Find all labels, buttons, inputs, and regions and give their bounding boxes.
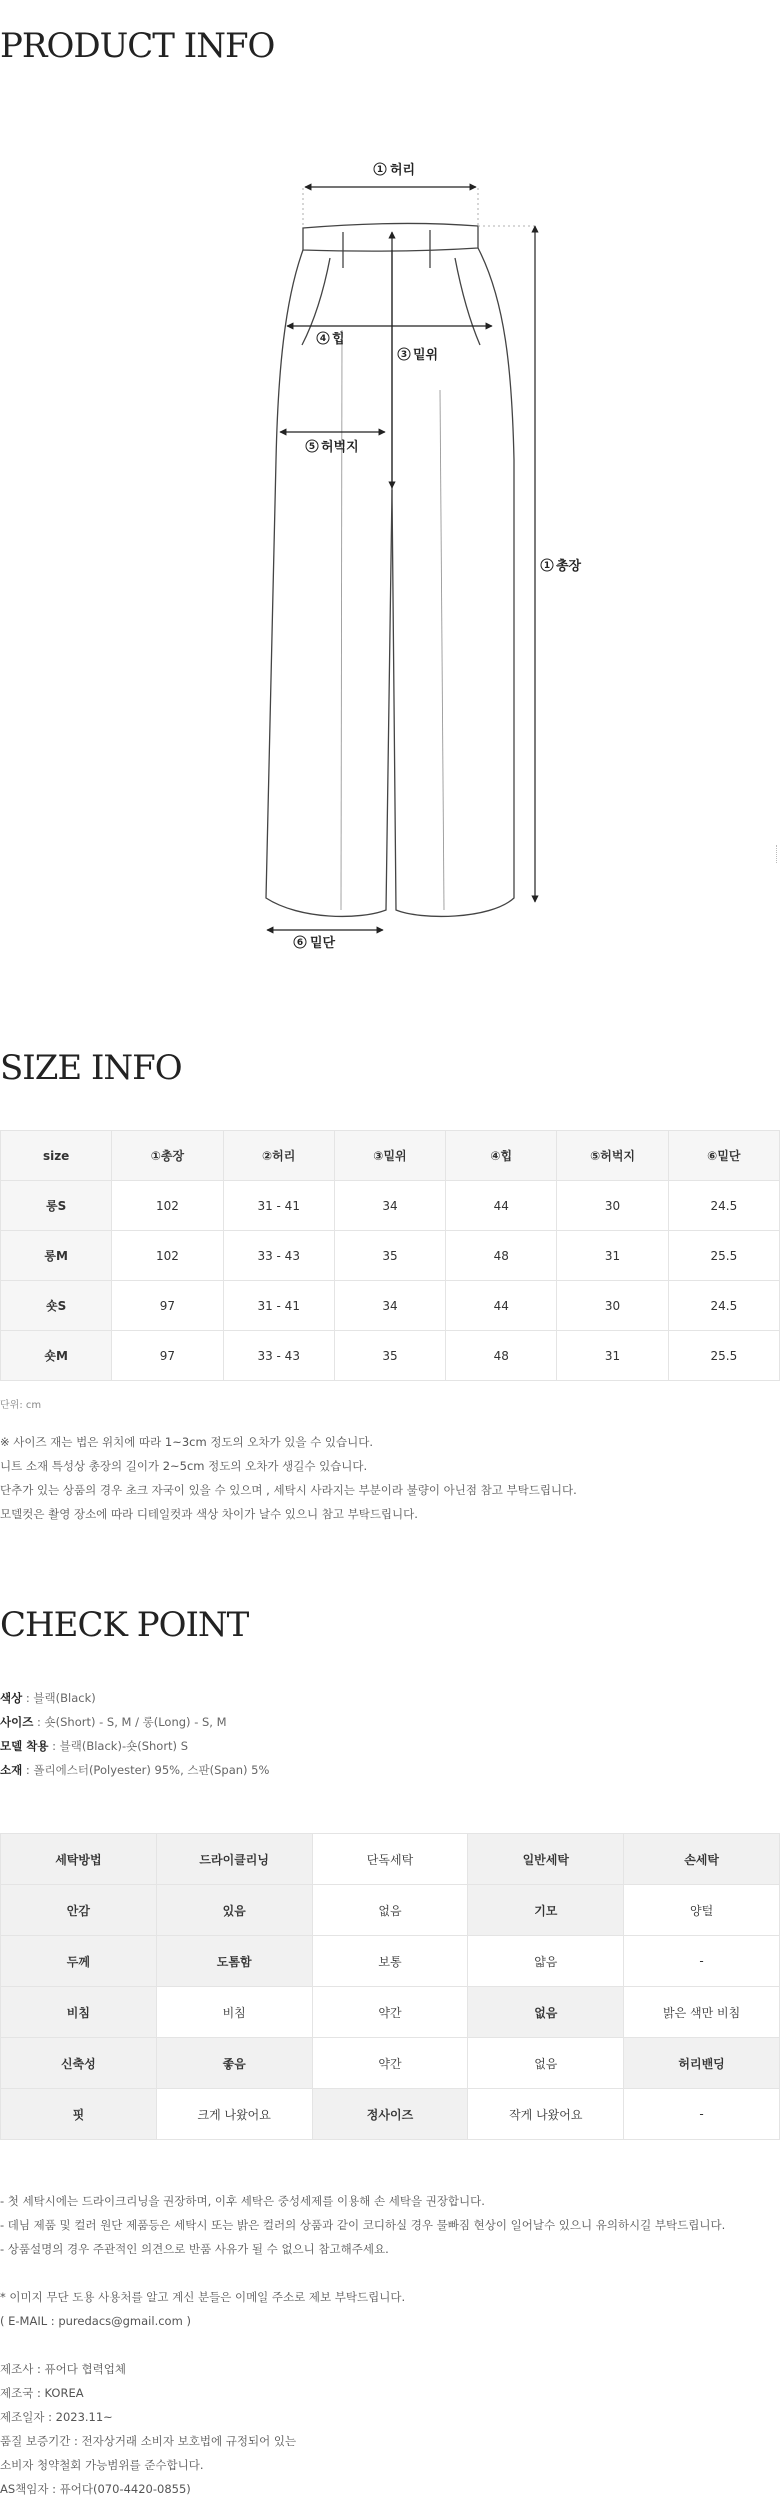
table-row [1, 2089, 780, 2140]
size-cell: 102 [112, 1231, 223, 1281]
care-cell: 안감 [1, 1885, 157, 1936]
care-cell: 비침 [156, 1987, 312, 2038]
care-cell: 없음 [468, 1987, 624, 2038]
label-length [541, 558, 582, 574]
svg-text:4: 4 [319, 334, 327, 344]
care-cell: 드라이클리닝 [156, 1834, 312, 1885]
table-row [1, 2038, 780, 2089]
care-table [0, 1833, 780, 2140]
size-header-cell: size [1, 1131, 112, 1181]
care-note-line: - 상품설명의 경우 주관적인 의견으로 반품 사유가 될 수 없으니 참고해주세요. [0, 2242, 389, 2256]
table-row [1, 1281, 780, 1331]
company-line: 소비자 청약철회 가능범위를 준수합니다. [0, 2458, 204, 2472]
company-line: 제조국 : KOREA [0, 2386, 84, 2400]
care-cell: 도톰함 [156, 1936, 312, 1987]
size-row-label: 롱M [1, 1231, 112, 1281]
svg-text:1: 1 [543, 561, 551, 571]
care-cell: 약간 [312, 2038, 468, 2089]
svg-text:6: 6 [296, 938, 304, 948]
pants-measurement-diagram [0, 140, 780, 970]
svg-text:5: 5 [308, 442, 316, 452]
care-cell: 밝은 색만 비침 [624, 1987, 780, 2038]
size-cell: 48 [446, 1231, 557, 1281]
size-cell: 35 [334, 1331, 445, 1381]
size-cell: 34 [334, 1181, 445, 1231]
care-cell: 없음 [312, 1885, 468, 1936]
care-note-line: - 데님 제품 및 컬러 원단 제품등은 세탁시 또는 밝은 컬러의 상품과 같이 코디하실 경우 물빠짐 현상이 일어날수 있으니 유의하시길 부탁드립니다. [0, 2218, 726, 2232]
size-cell: 31 - 41 [223, 1281, 334, 1331]
spec-color: 색상 : 블랙(Black) [0, 1691, 96, 1705]
svg-text:힙: 힙 [332, 332, 345, 347]
table-row [1, 1331, 780, 1381]
care-cell: - [624, 1936, 780, 1987]
size-table-header-row [1, 1131, 780, 1181]
image-notes [0, 2285, 405, 2333]
company-line: 제조일자 : 2023.11~ [0, 2410, 113, 2424]
label-hip [317, 331, 345, 347]
care-cell: 좋음 [156, 2038, 312, 2089]
care-cell: 단독세탁 [312, 1834, 468, 1885]
care-cell: 보통 [312, 1936, 468, 1987]
size-header-cell: ①총장 [112, 1131, 223, 1181]
size-cell: 102 [112, 1181, 223, 1231]
size-note-line: 단추가 있는 상품의 경우 초크 자국이 있을 수 있으며 , 세탁시 사라지는 부분이라 불량이 아닌점 참고 부탁드립니다. [0, 1483, 577, 1497]
care-cell: 있음 [156, 1885, 312, 1936]
table-row [1, 1885, 780, 1936]
size-cell: 97 [112, 1331, 223, 1381]
label-rise [398, 347, 438, 363]
size-cell: 35 [334, 1231, 445, 1281]
company-line: AS책임자 : 퓨어다(070-4420-0855) [0, 2482, 191, 2496]
size-cell: 25.5 [668, 1231, 779, 1281]
size-cell: 24.5 [668, 1181, 779, 1231]
contact-email: ( E-MAIL : puredacs@gmail.com ) [0, 2314, 191, 2328]
svg-text:밑단: 밑단 [310, 936, 336, 951]
spec-material: 소재 : 폴리에스터(Polyester) 95%, 스판(Span) 5% [0, 1763, 270, 1777]
care-note-line: - 첫 세탁시에는 드라이크리닝을 권장하며, 이후 세탁은 중성세제를 이용해 손 세탁을 권장합니다. [0, 2194, 485, 2208]
company-line: 품질 보증기간 : 전자상거래 소비자 보호법에 규정되어 있는 [0, 2434, 297, 2448]
table-row [1, 1987, 780, 2038]
size-cell: 44 [446, 1181, 557, 1231]
care-cell: 일반세탁 [468, 1834, 624, 1885]
company-line: 제조사 : 퓨어다 협력업체 [0, 2362, 126, 2376]
care-cell: 약간 [312, 1987, 468, 2038]
check-point-title: CHECK POINT [0, 1605, 249, 1645]
company-info [0, 2357, 296, 2501]
care-cell: 허리밴딩 [624, 2038, 780, 2089]
care-cell: 세탁방법 [1, 1834, 157, 1885]
size-row-label: 숏S [1, 1281, 112, 1331]
size-cell: 97 [112, 1281, 223, 1331]
size-header-cell: ②허리 [223, 1131, 334, 1181]
side-divider [776, 845, 778, 863]
size-header-cell: ⑥밑단 [668, 1131, 779, 1181]
svg-text:밑위: 밑위 [413, 348, 439, 363]
size-cell: 31 [557, 1331, 668, 1381]
size-cell: 24.5 [668, 1281, 779, 1331]
svg-text:허리: 허리 [390, 163, 416, 178]
spec-model: 모델 착용 : 블랙(Black)-숏(Short) S [0, 1739, 188, 1753]
size-note-line: ※ 사이즈 재는 법은 위치에 따라 1~3cm 정도의 오차가 있을 수 있습니다. [0, 1435, 374, 1449]
svg-text:총장: 총장 [556, 559, 582, 574]
size-info-title: SIZE INFO [0, 1048, 182, 1088]
size-header-cell: ④힙 [446, 1131, 557, 1181]
size-row-label: 롱S [1, 1181, 112, 1231]
label-waist [374, 162, 415, 178]
care-cell: 얇음 [468, 1936, 624, 1987]
svg-text:3: 3 [400, 350, 408, 360]
table-row [1, 1834, 780, 1885]
table-row [1, 1181, 780, 1231]
size-cell: 44 [446, 1281, 557, 1331]
spec-size: 사이즈 : 숏(Short) - S, M / 롱(Long) - S, M [0, 1715, 227, 1729]
size-header-cell: ⑤허벅지 [557, 1131, 668, 1181]
product-specs [0, 1686, 269, 1782]
size-cell: 48 [446, 1331, 557, 1381]
size-notes [0, 1430, 577, 1526]
label-hem [294, 935, 336, 951]
size-header-cell: ③밑위 [334, 1131, 445, 1181]
care-cell: 양털 [624, 1885, 780, 1936]
size-note-line: 모델컷은 촬영 장소에 따라 디테일컷과 색상 차이가 날수 있으니 참고 부탁드립니다. [0, 1507, 418, 1521]
size-table [0, 1130, 780, 1381]
care-cell: 신축성 [1, 2038, 157, 2089]
table-row [1, 1936, 780, 1987]
care-cell: - [624, 2089, 780, 2140]
care-cell: 핏 [1, 2089, 157, 2140]
care-cell: 비침 [1, 1987, 157, 2038]
size-cell: 33 - 43 [223, 1331, 334, 1381]
unit-label: 단위: cm [0, 1400, 42, 1411]
svg-text:1: 1 [376, 165, 384, 175]
care-cell: 작게 나왔어요 [468, 2089, 624, 2140]
care-cell: 두께 [1, 1936, 157, 1987]
guide-lines [303, 188, 535, 228]
pants-outline [266, 223, 514, 916]
product-info-title: PRODUCT INFO [0, 26, 275, 66]
size-cell: 31 - 41 [223, 1181, 334, 1231]
label-thigh [306, 439, 359, 455]
measurement-arrows [267, 187, 535, 930]
size-row-label: 숏M [1, 1331, 112, 1381]
size-cell: 33 - 43 [223, 1231, 334, 1281]
size-note-line: 니트 소재 특성상 총장의 길이가 2~5cm 정도의 오차가 생길수 있습니다. [0, 1459, 368, 1473]
size-cell: 30 [557, 1181, 668, 1231]
size-cell: 31 [557, 1231, 668, 1281]
care-notes [0, 2189, 725, 2261]
size-cell: 30 [557, 1281, 668, 1331]
svg-text:허벅지: 허벅지 [321, 440, 359, 455]
care-cell: 크게 나왔어요 [156, 2089, 312, 2140]
care-cell: 정사이즈 [312, 2089, 468, 2140]
care-cell: 기모 [468, 1885, 624, 1936]
image-note-line: * 이미지 무단 도용 사용처를 알고 계신 분들은 이메일 주소로 제보 부탁드립니다. [0, 2290, 406, 2304]
size-cell: 34 [334, 1281, 445, 1331]
size-cell: 25.5 [668, 1331, 779, 1381]
table-row [1, 1231, 780, 1281]
care-cell: 손세탁 [624, 1834, 780, 1885]
care-cell: 없음 [468, 2038, 624, 2089]
